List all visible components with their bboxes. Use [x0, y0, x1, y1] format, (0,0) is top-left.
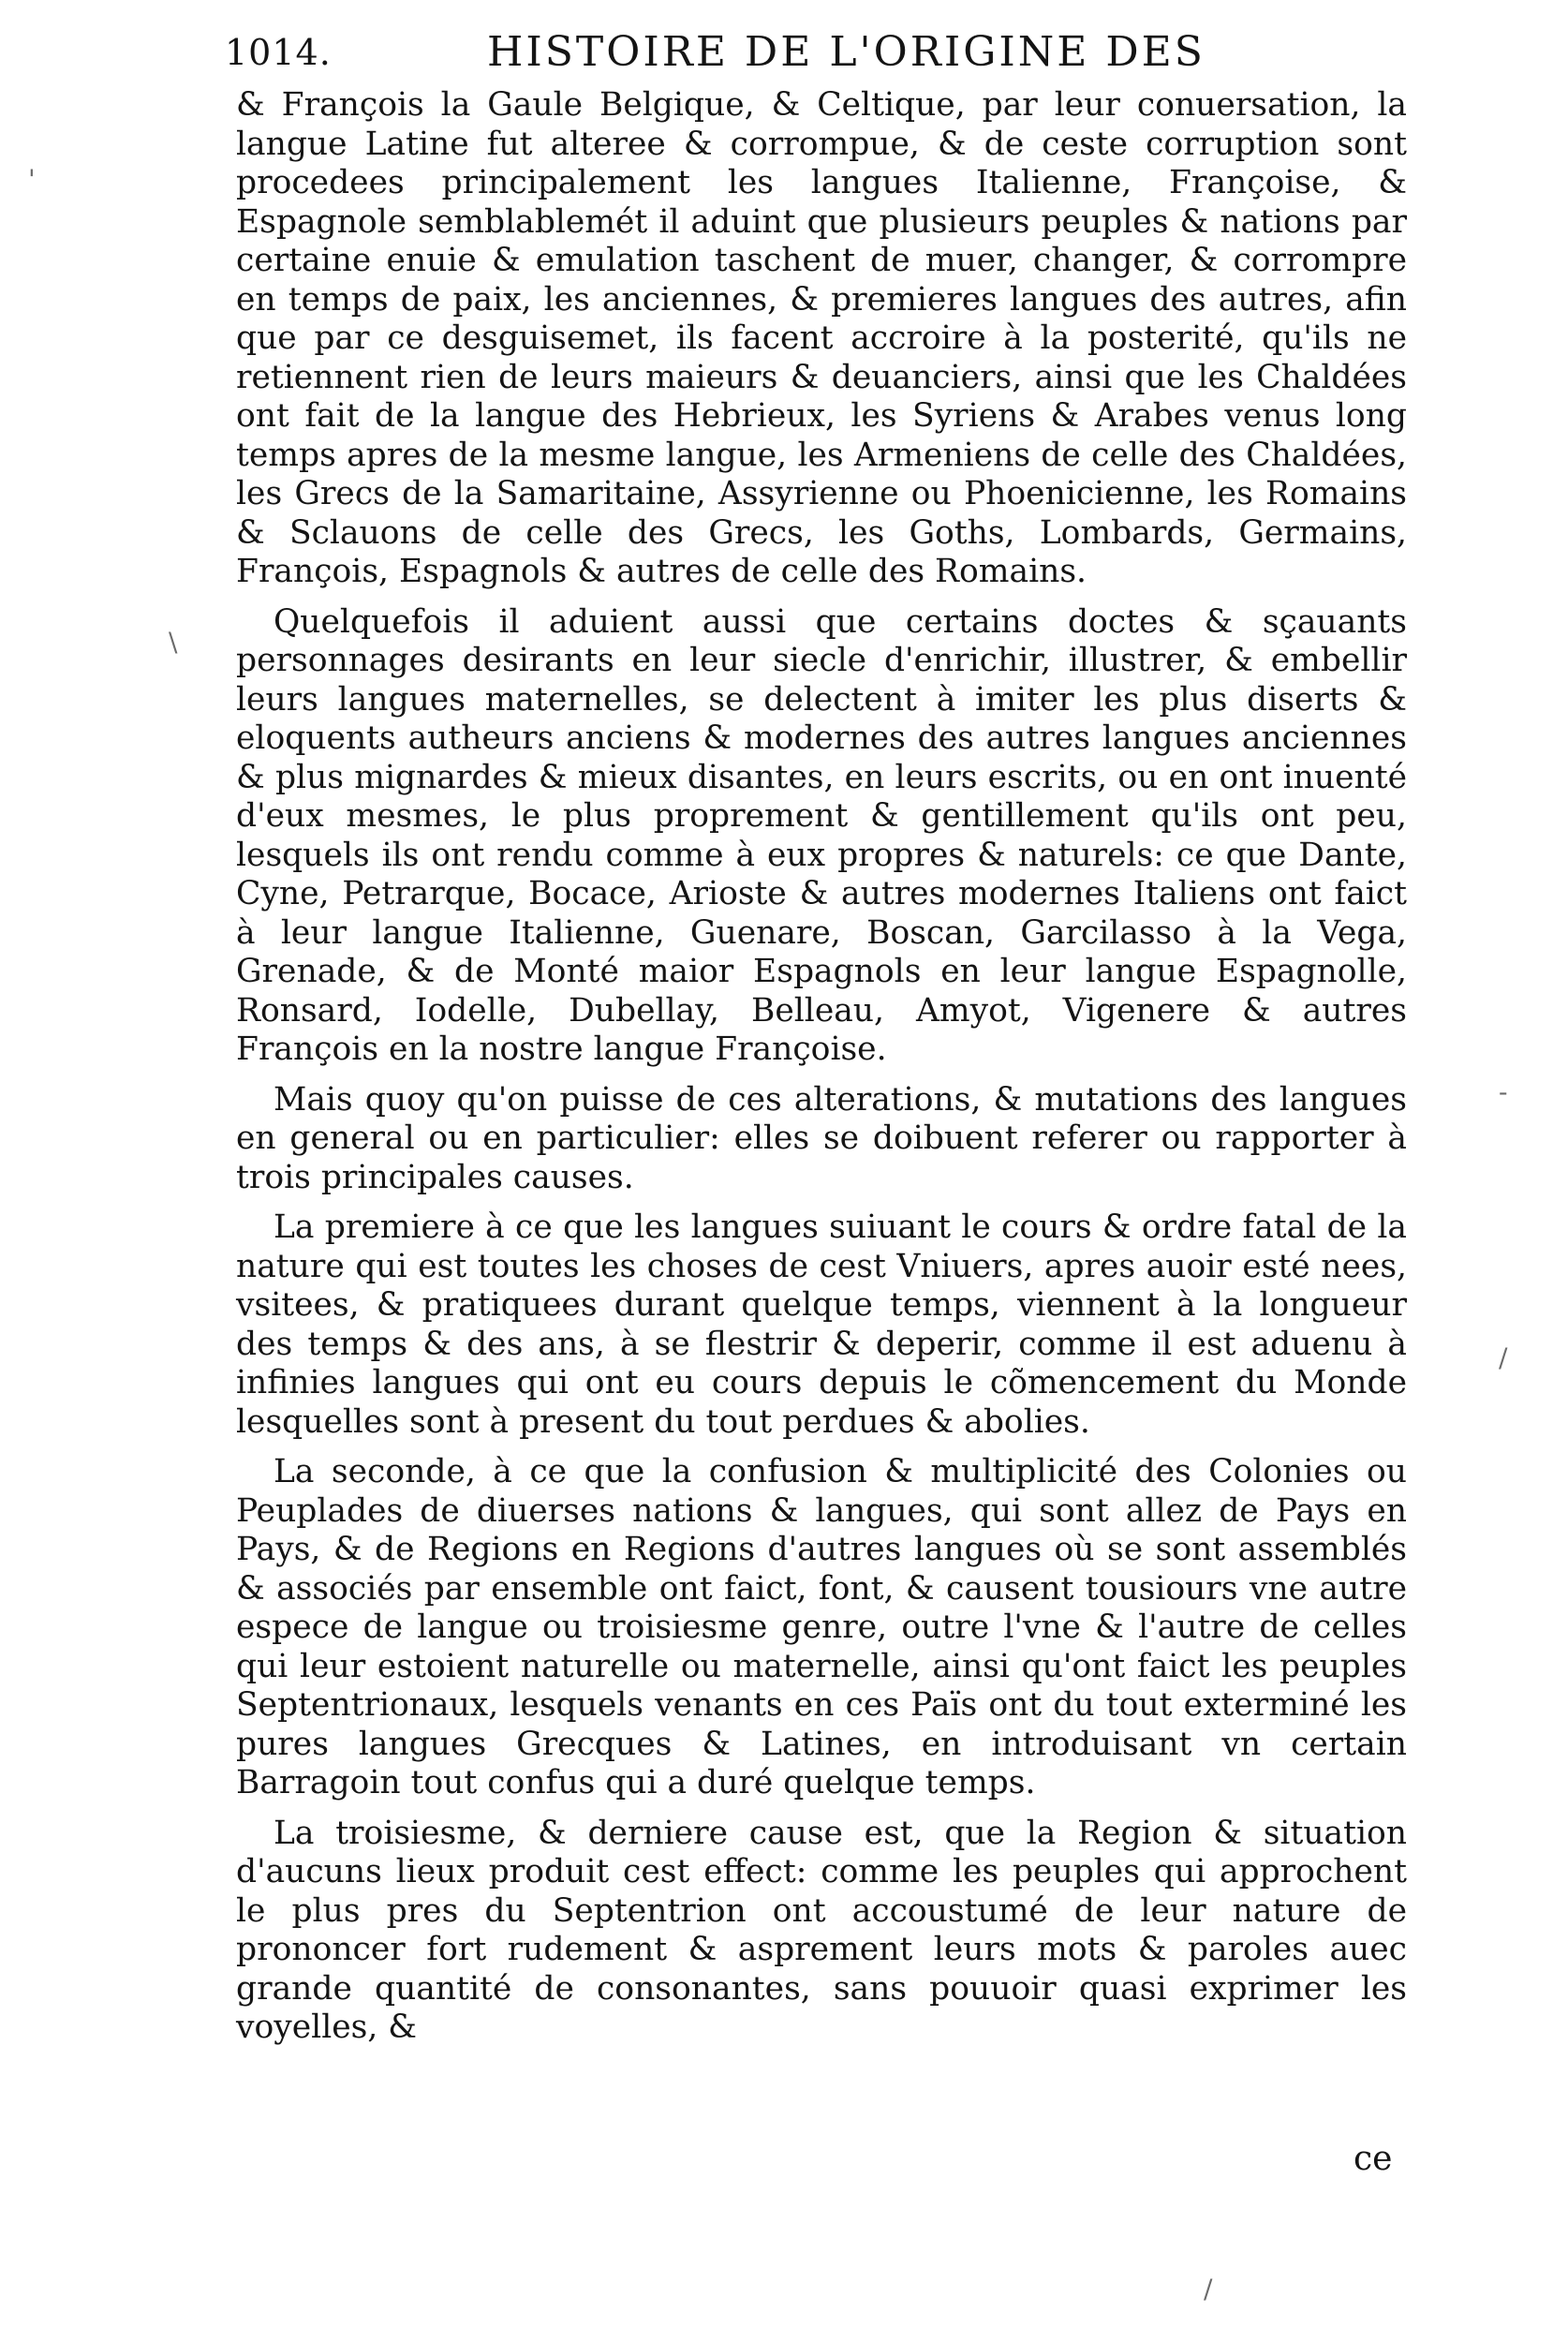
- page-header: [225, 28, 1236, 84]
- margin-mark: ': [28, 164, 36, 195]
- catchword: ce: [1354, 2140, 1393, 2178]
- page-number: 1014.: [225, 32, 332, 73]
- paragraph-1: & François la Gaule Belgique, & Celtique, par leur conuersation, la langue Latine fut alteree & corrompue, & de ceste corruption sont procedees principalement les langues Italienne, Françoise, & Espagnole semblablemét il aduint que plusieurs peuples & nations par certaine enuie & emulation taschent de muer, changer, & corrompre en temps de paix, les anciennes, & premieres langues des autres, afin que par ce desguisemet, ils facent accroire à la posterité, qu'ils ne retiennent rien de leurs maieurs & deuanciers, ainsi que les Chaldées ont fait de la langue des Hebrieux, les Syriens & Arabes venus long temps apres de la mesme langue, les Armeniens de celle des Chaldées, les Grecs de la Samaritaine, Assyrienne ou Phoenicienne, les Romains & Sclauons de celle des Grecs, les Goths, Lombards, Germains, François, Espagnols & autres de celle des Romains.: [236, 86, 1407, 590]
- margin-mark: /: [1204, 2274, 1213, 2305]
- body-text: [236, 86, 1407, 2177]
- paragraph-5: La seconde, à ce que la confusion & multiplicité des Colonies ou Peuplades de diuerses nations & langues, qui sont allez de Pays en Pays, & de Regions en Regions d'autres langues où se sont assemblés & associés par ensemble ont faict, font, & causent tousiours vne autre espece de langue ou troisiesme genre, outre l'vne & l'autre de celles qui leur estoient naturelle ou maternelle, ainsi qu'ont faict les peuples Septentrionaux, lesquels venants en ces Païs ont du tout exterminé les pures langues Grecques & Latines, en introduisant vn certain Barragoin tout confus qui a duré quelque temps.: [236, 1453, 1407, 1801]
- paragraph-2: Quelquefois il aduient aussi que certains doctes & sçauants personnages desirants en leur siecle d'enrichir, illustrer, & embellir leurs langues maternelles, se delectent à imiter les plus diserts & eloquents autheurs anciens & modernes des autres langues anciennes & plus mignardes & mieux disantes, en leurs escrits, ou en ont inuenté d'eux mesmes, le plus proprement & gentillement qu'ils ont peu, lesquels ils ont rendu comme à eux propres & naturels: ce que Dante, Cyne, Petrarque, Bocace, Arioste & autres modernes Italiens ont faict à leur langue Italienne, Guenare, Boscan, Garcilasso à la Vega, Grenade, & de Monté maior Espagnols en leur langue Espagnolle, Ronsard, Iodelle, Dubellay, Belleau, Amyot, Vigenere & autres François en la nostre langue Françoise.: [236, 602, 1407, 1068]
- margin-mark: /: [1499, 1342, 1508, 1373]
- paragraph-6: La troisiesme, & derniere cause est, que la Region & situation d'aucuns lieux produit cest effect: comme les peuples qui approchent le plus pres du Septentrion ont accoustumé de leur nature de prononcer fort rudement & asprement leurs mots & paroles auec grande quantité de consonantes, sans pouuoir quasi exprimer les voyelles, &: [236, 1814, 1407, 2046]
- margin-mark: \: [169, 627, 178, 658]
- paragraph-4: La premiere à ce que les langues suiuant le cours & ordre fatal de la nature qui est toutes les choses de cest Vniuers, apres auoir esté nees, vsitees, & pratiquees durant quelque temps, viennent à la longueur des temps & des ans, à se flestrir & deperir, comme il est aduenu à infinies langues qui ont eu cours depuis le cõmencement du Monde lesquelles sont à present du tout perdues & abolies.: [236, 1208, 1407, 1441]
- running-head: HISTOIRE DE L'ORIGINE DES: [487, 28, 1206, 76]
- margin-mark: -: [1499, 1076, 1508, 1107]
- paragraph-3: Mais quoy qu'on puisse de ces alterations, & mutations des langues en general ou en particulier: elles se doibuent referer ou rapporter à trois principales causes.: [236, 1080, 1407, 1196]
